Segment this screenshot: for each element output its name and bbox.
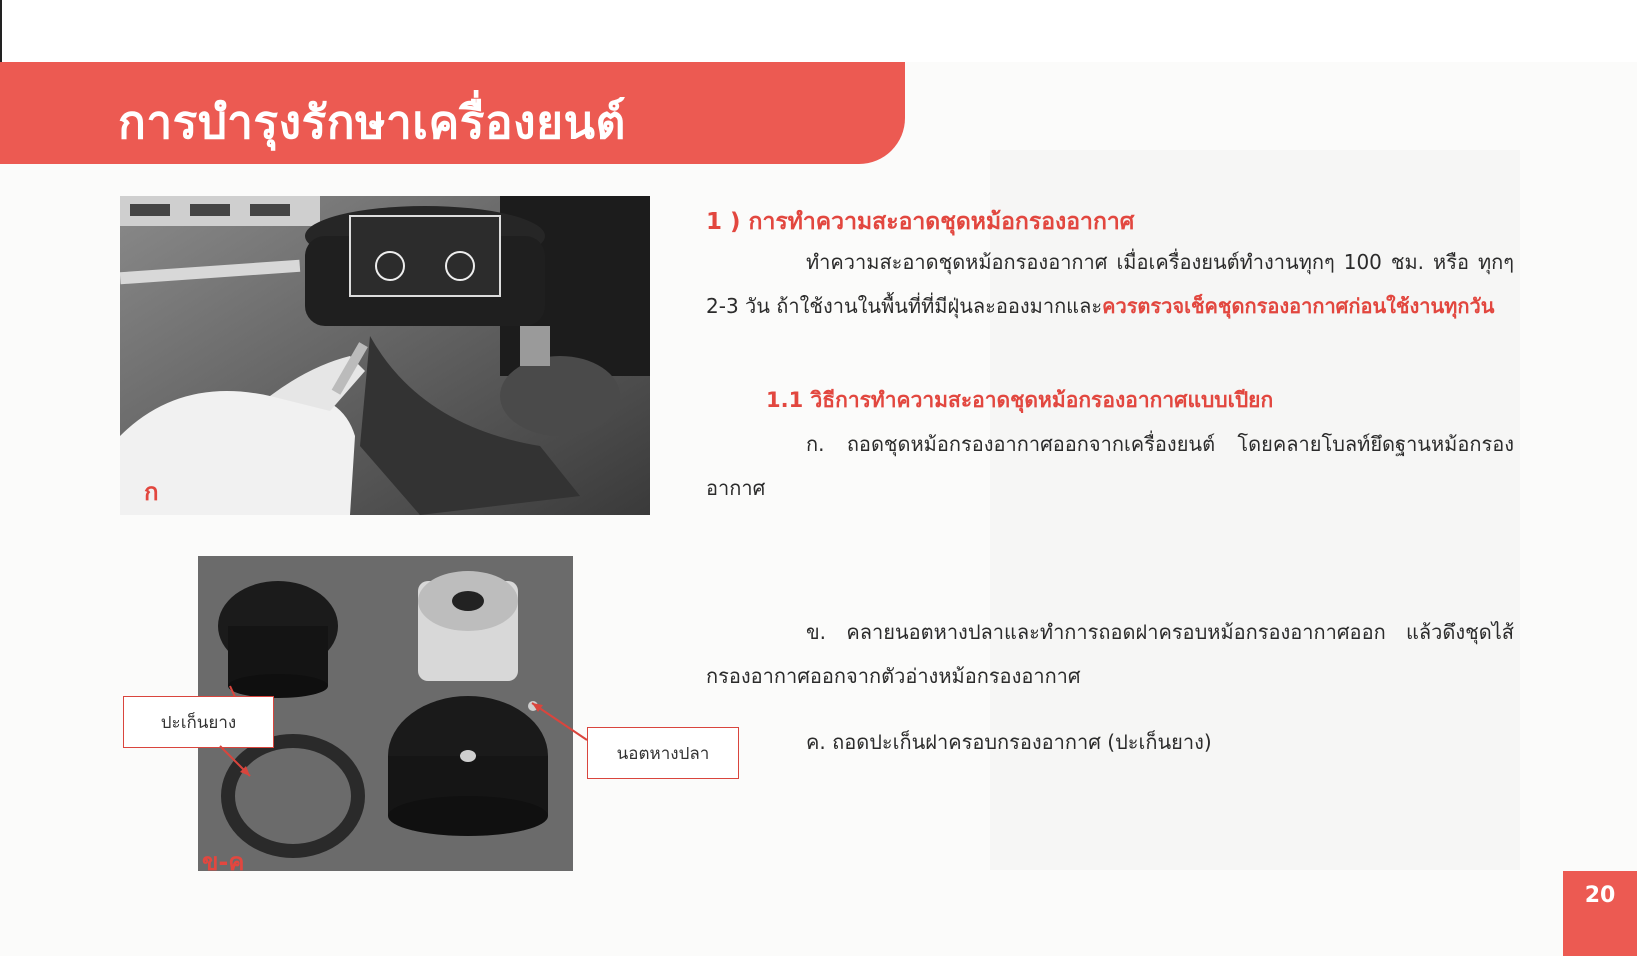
- intro-text: ทำความสะอาดชุดหม้อกรองอากาศ เมื่อเครื่องยนต์ทำงานทุกๆ 100 ชม. หรือ ทุกๆ 2-3 วัน ถ้าใช้งานในพื้นที่ที่มีฝุ่นละอองมากและ: [706, 250, 1514, 318]
- callout-wingnut-text: นอตหางปลา: [616, 743, 710, 764]
- step-a: ก. ถอดชุดหม้อกรองอากาศออกจากเครื่องยนต์ โดยคลายโบลท์ยึดฐานหม้อกรองอากาศ: [706, 432, 1514, 500]
- intro-paragraph: [706, 240, 1514, 328]
- intro-highlight: ควรตรวจเช็คชุดกรองอากาศก่อนใช้งานทุกวัน: [1102, 294, 1495, 318]
- photo-bc-label: ข-ค: [202, 848, 245, 876]
- page-number: 20: [1584, 883, 1616, 908]
- subsection-title: 1.1 วิธีการทำความสะอาดชุดหม้อกรองอากาศแบบเปียก: [766, 388, 1274, 412]
- step-b: ข. คลายนอตหางปลาและทำการถอดฝาครอบหม้อกรองอากาศออก แล้วดึงชุดไส้กรองอากาศออกจากตัวอ่างหม้อกรองอากาศ: [706, 620, 1514, 688]
- page-number-badge: [1563, 871, 1637, 956]
- photo-a-label: ก: [144, 478, 159, 506]
- step-c: ค. ถอดปะเก็นฝาครอบกรองอากาศ (ปะเก็นยาง): [806, 730, 1212, 754]
- wingnut-arrowhead: [532, 703, 543, 712]
- callout-gasket-text: ปะเก็นยาง: [160, 712, 237, 733]
- page-title: การบำรุงรักษาเครื่องยนต์: [118, 95, 626, 149]
- section-title: 1 ) การทำความสะอาดชุดหม้อกรองอากาศ: [706, 209, 1135, 235]
